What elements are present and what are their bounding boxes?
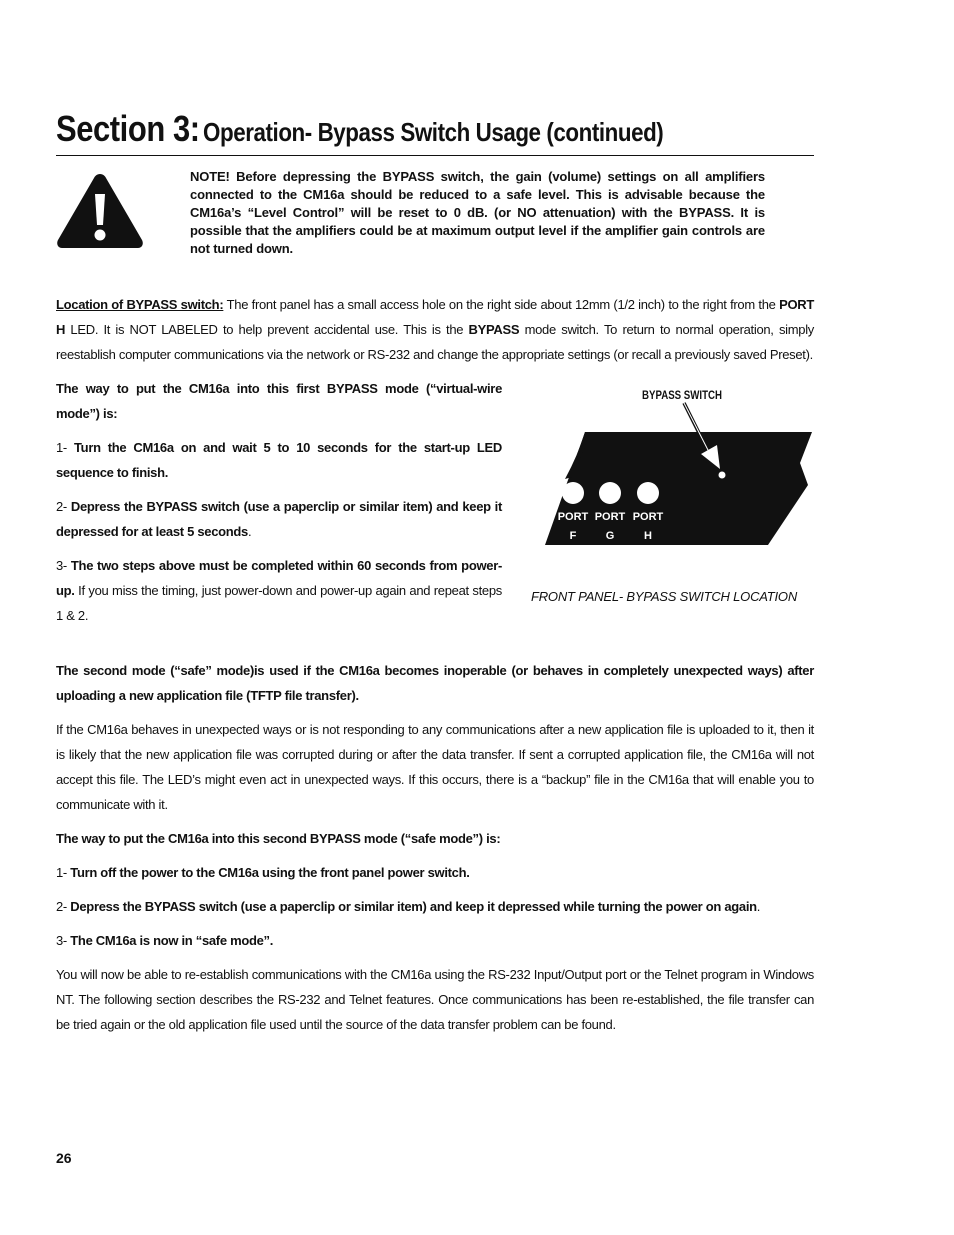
step-end: . [756, 899, 761, 914]
port-f-led [562, 482, 584, 504]
bypass-label: BYPASS [468, 322, 520, 337]
location-text-1: The front panel has a small access hole on the right side about 12mm (1/2 inch) to the right from the [223, 297, 780, 312]
second-mode-step-3 [56, 928, 814, 953]
second-mode-intro: The second mode (“safe” mode)is used if the CM16a becomes inoperable (or behaves in completely unexpected ways) after uploading a new application file (TFTP file transfer). [56, 663, 814, 703]
figure-caption: FRONT PANEL- BYPASS SWITCH LOCATION [531, 589, 798, 604]
step-number: 3- [56, 933, 71, 948]
title-rule [56, 155, 814, 156]
port-f-label-top: PORT [557, 511, 589, 523]
step-text: Turn the CM16a on and wait 5 to 10 seconds for the start-up LED sequence to finish. [56, 440, 502, 480]
note-text: NOTE! Before depressing the BYPASS switch, the gain (volume) settings on all amplifiers connected to the CM16a should be reduced to a safe level. This is advisable because the CM16a’s “Level Control” will be reset to 0 dB. (or NO attenuation) with the BYPASS. It is possible that the amplifiers could be at maximum output level if the amplifier gain controls are not turned down. [190, 169, 765, 256]
second-mode-step-2 [56, 894, 814, 919]
first-mode-step-2 [56, 494, 502, 544]
step-end: . [247, 524, 252, 539]
step-number: 1- [56, 440, 74, 455]
step-text: Depress the BYPASS switch (use a paperclip or similar item) and keep it depressed while turning the power on again [70, 899, 757, 914]
port-h-led [637, 482, 659, 504]
port-f-label-bottom: F [569, 530, 577, 542]
port-g-label-bottom: G [605, 530, 615, 542]
location-paragraph [56, 292, 814, 367]
first-mode-heading: The way to put the CM16a into this first BYPASS mode (“virtual-wire mode”) is: [56, 381, 502, 421]
port-g-label-top: PORT [594, 511, 626, 523]
step-number: 1- [56, 865, 71, 880]
warning-icon [56, 170, 144, 250]
closing-paragraph: You will now be able to re-establish communications with the CM16a using the RS-232 Input/Output port or the Telnet program in Windows NT. The following section describes the RS-232 and Telnet features. Once communications has been re-established, the file transfer can be tried again or the old application file used until the source of the data transfer problem can be found. [56, 967, 814, 1032]
port-g-led [599, 482, 621, 504]
step-text-bold: The two steps above must be completed within 60 seconds from power-up. [56, 558, 502, 598]
location-text-2: LED. It is NOT LABELED to help prevent accidental use. This is the [65, 322, 469, 337]
second-mode-section [56, 658, 814, 1046]
step-text: Turn off the power to the CM16a using the front panel power switch. [70, 865, 470, 880]
step-text: Depress the BYPASS switch (use a paperclip or similar item) and keep it depressed for at least 5 seconds [56, 499, 502, 539]
page-title [56, 108, 710, 150]
second-mode-step-1 [56, 860, 814, 885]
first-mode-step-3 [56, 553, 502, 628]
port-h-label-bottom: H [644, 530, 652, 542]
first-mode-step-1 [56, 435, 502, 485]
location-label: Location of BYPASS switch: [56, 297, 224, 312]
bypass-switch-hole [719, 472, 726, 479]
port-h-label: PORT H [56, 297, 814, 337]
step-text: The CM16a is now in “safe mode”. [70, 933, 274, 948]
step-number: 2- [56, 899, 71, 914]
first-mode-section [56, 376, 502, 637]
page-number: 26 [56, 1150, 72, 1166]
port-h-label-top: PORT [632, 511, 664, 523]
front-panel-figure [520, 385, 815, 565]
bypass-switch-label: BYPASS SWITCH [642, 388, 722, 402]
second-mode-body: If the CM16a behaves in unexpected ways or is not responding to any communications after a new application file is uploaded to it, then it is likely that the new application file was corrupted during or after the data transfer. If sent a corrupted application file, the CM16a will not accept this file. The LED’s might even act in unexpected ways. If this occurs, there is a “backup” file in the CM16a that will enable you to communicate with it. [56, 722, 814, 812]
location-text-3: mode switch. To return to normal operation, simply reestablish computer communications via the network or RS-232 and change the appropriate settings (or recall a previously saved Preset). [56, 322, 814, 362]
front-panel-shape [545, 432, 812, 545]
step-text-rest: If you miss the timing, just power-down and power-up again and repeat steps 1 & 2. [56, 583, 502, 623]
step-number: 3- [56, 558, 71, 573]
second-mode-heading: The way to put the CM16a into this second BYPASS mode (“safe mode”) is: [56, 831, 501, 846]
section-title: Operation- Bypass Switch Usage (continued) [203, 117, 664, 147]
section-label: Section 3: [56, 108, 200, 149]
step-number: 2- [56, 499, 71, 514]
